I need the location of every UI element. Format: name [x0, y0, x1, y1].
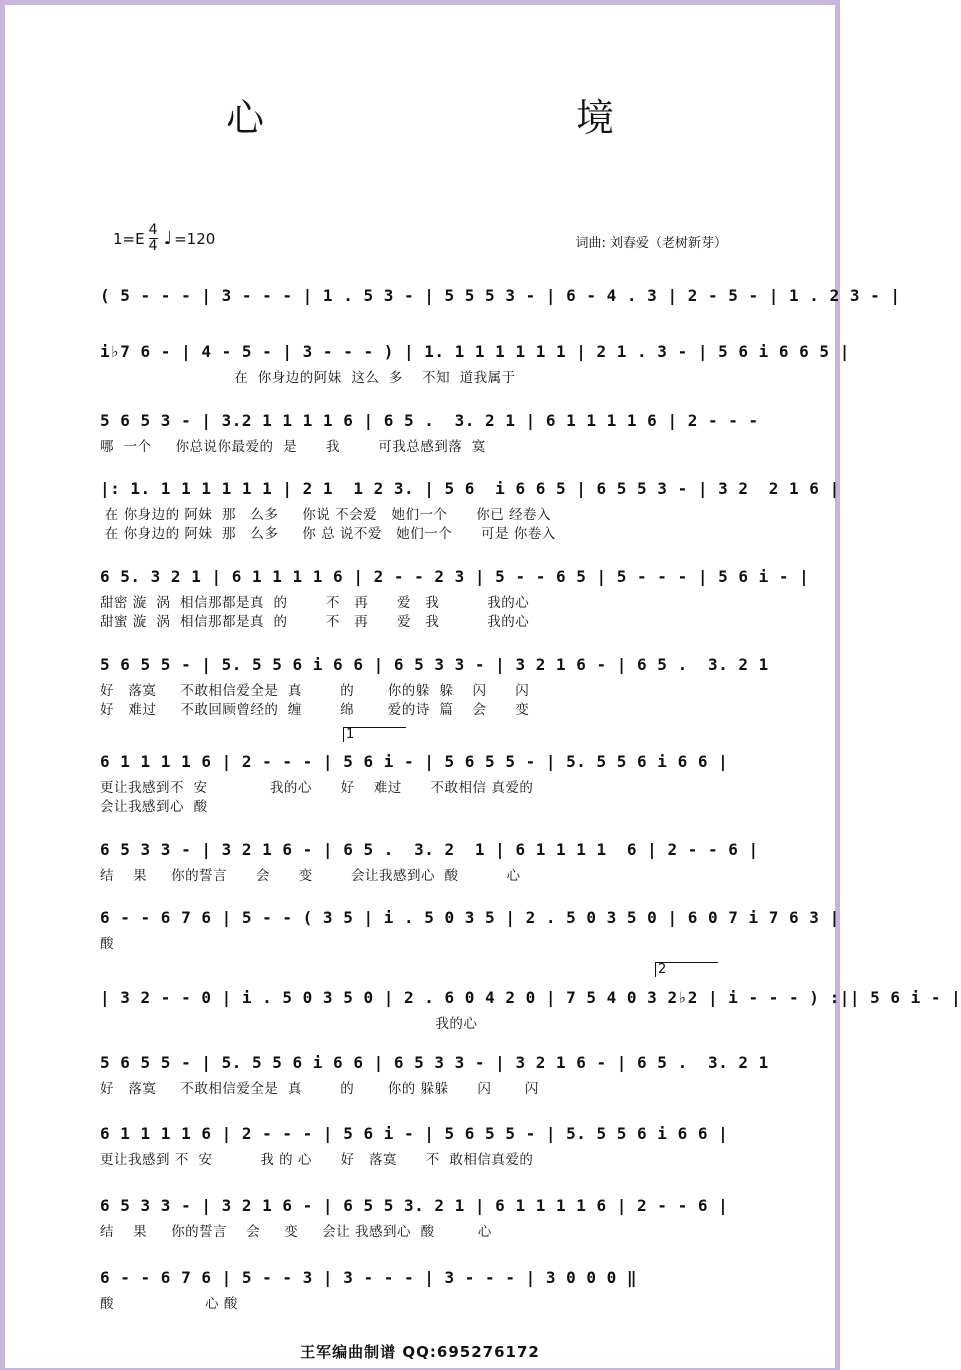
score-row-1-music: ( 5 - - - | 3 - - - | 1 . 5 3 - | 5 5 5 3 - | 6 - 4 . 3 | 2 - 5 - | 1 . 2 3 - | — [100, 286, 901, 305]
time-signature — [149, 223, 158, 254]
score-row-12-lyric-1: 更让我感到 不 安 我 的 心 好 落寞 不 敢相信真爱的 — [100, 1152, 534, 1168]
score-row-4-lyric-2: 在 你身边的 阿妹 那 么多 你 总 说不爱 她们一个 可是 你卷入 — [100, 526, 556, 542]
score-row-5-lyric-2: 甜蜜 漩 涡 相信那都是真 的 不 再 爱 我 我的心 — [100, 614, 530, 630]
score-row-14-lyric-1: 酸 心 酸 — [100, 1296, 238, 1312]
score-row-12-music: 6 1 1 1 1 6 | 2 - - - | 5 6 i - | 5 6 5 5 - | 5. 5 5 6 i 6 6 | — [100, 1124, 729, 1143]
score-row-8-music: 6 5 3 3 - | 3 2 1 6 - | 6 5 . 3. 2 1 | 6 1 1 1 1 6 | 2 - - 6 | — [100, 840, 759, 859]
score-row-11-music: 5 6 5 5 - | 5. 5 5 6 i 6 6 | 6 5 3 3 - | 3 2 1 6 - | 6 5 . 3. 2 1 — [100, 1053, 769, 1072]
score-row-4-music: |: 1. 1 1 1 1 1 1 | 2 1 1 2 3. | 5 6 i 6 6 5 | 6 5 5 3 - | 3 2 2 1 6 | — [100, 479, 840, 498]
footer-credit: 王军编曲制谱 QQ:695276172 — [300, 1343, 540, 1361]
score-row-7-lyric-1: 更让我感到不 安 我的心 好 难过 不敢相信 真爱的 — [100, 780, 534, 796]
quarter-note-icon: ♩ — [163, 228, 173, 249]
score-row-2-music: i♭7 6 - | 4 - 5 - | 3 - - - ) | 1. 1 1 1 1 1 1 | 2 1 . 3 - | 5 6 i 6 6 5 | — [100, 342, 850, 361]
volta-2-label: 2 — [658, 962, 667, 977]
score-row-13-lyric-1: 结 果 你的誓言 会 变 会让 我感到心 酸 心 — [100, 1224, 492, 1240]
score-row-8-lyric-1: 结 果 你的誓言 会 变 会让我感到心 酸 心 — [100, 868, 521, 884]
score-row-10-music: | 3 2 - - 0 | i . 5 0 3 5 0 | 2 . 6 0 4 2 0 | 7 5 4 0 3 2♭2 | i - - - ) :|| 5 6 i - | — [100, 988, 961, 1007]
score-row-4-lyric-1: 在 你身边的 阿妹 那 么多 你说 不会爱 她们一个 你已 经卷入 — [100, 507, 551, 523]
key-signature — [113, 223, 215, 254]
score-row-10-lyric-1: 我的心 — [100, 1016, 478, 1032]
score-row-6-lyric-2: 好 难过 不敢回顾曾经的 缠 绵 爱的诗 篇 会 变 — [100, 702, 530, 718]
score-row-14-music: 6 - - 6 7 6 | 5 - - 3 | 3 - - - | 3 - - - | 3 0 0 0 ‖ — [100, 1268, 638, 1287]
score-row-11-lyric-1: 好 落寞 不敢相信爱全是 真 的 你的 躲躲 闪 闪 — [100, 1081, 539, 1097]
score-row-9-music: 6 - - 6 7 6 | 5 - - ( 3 5 | i . 5 0 3 5 | 2 . 5 0 3 5 0 | 6 0 7 i 7 6 3 | — [100, 908, 840, 927]
time-bottom: 4 — [148, 238, 158, 254]
score-row-3-lyric-1: 哪 一个 你总说你最爱的 是 我 可我总感到落 寞 — [100, 439, 486, 455]
score-row-9-lyric-1: 酸 — [100, 936, 114, 952]
tempo-value: =120 — [174, 229, 216, 248]
score-row-7-music: 6 1 1 1 1 6 | 2 - - - | 5 6 i - | 5 6 5 5 - | 5. 5 5 6 i 6 6 | — [100, 752, 729, 771]
score-row-5-music: 6 5. 3 2 1 | 6 1 1 1 1 6 | 2 - - 2 3 | 5 - - 6 5 | 5 - - - | 5 6 i - | — [100, 567, 810, 586]
page-title: 心 境 — [225, 96, 765, 140]
score-row-5-lyric-1: 甜密 漩 涡 相信那都是真 的 不 再 爱 我 我的心 — [100, 595, 530, 611]
volta-1-label: 1 — [346, 727, 355, 742]
volta-2 — [655, 962, 718, 977]
volta-1 — [343, 727, 406, 742]
score-row-3-music: 5 6 5 3 - | 3.2 1 1 1 1 6 | 6 5 . 3. 2 1 | 6 1 1 1 1 6 | 2 - - - — [100, 411, 769, 430]
score-row-13-music: 6 5 3 3 - | 3 2 1 6 - | 6 5 5 3. 2 1 | 6 1 1 1 1 6 | 2 - - 6 | — [100, 1196, 729, 1215]
score-row-6-lyric-1: 好 落寞 不敢相信爱全是 真 的 你的躲 躲 闪 闪 — [100, 683, 530, 699]
score-row-2-lyric-1: 在 你身边的阿妹 这么 多 不知 道我属于 — [100, 370, 516, 386]
score-row-6-music: 5 6 5 5 - | 5. 5 5 6 i 6 6 | 6 5 3 3 - | 3 2 1 6 - | 6 5 . 3. 2 1 — [100, 655, 769, 674]
credit-text: 词曲: 刘春爱（老树新芽） — [575, 236, 727, 251]
key-label: 1=E — [113, 229, 145, 248]
time-top: 4 — [148, 222, 158, 238]
score-row-7-lyric-2: 会让我感到心 酸 — [100, 799, 208, 815]
